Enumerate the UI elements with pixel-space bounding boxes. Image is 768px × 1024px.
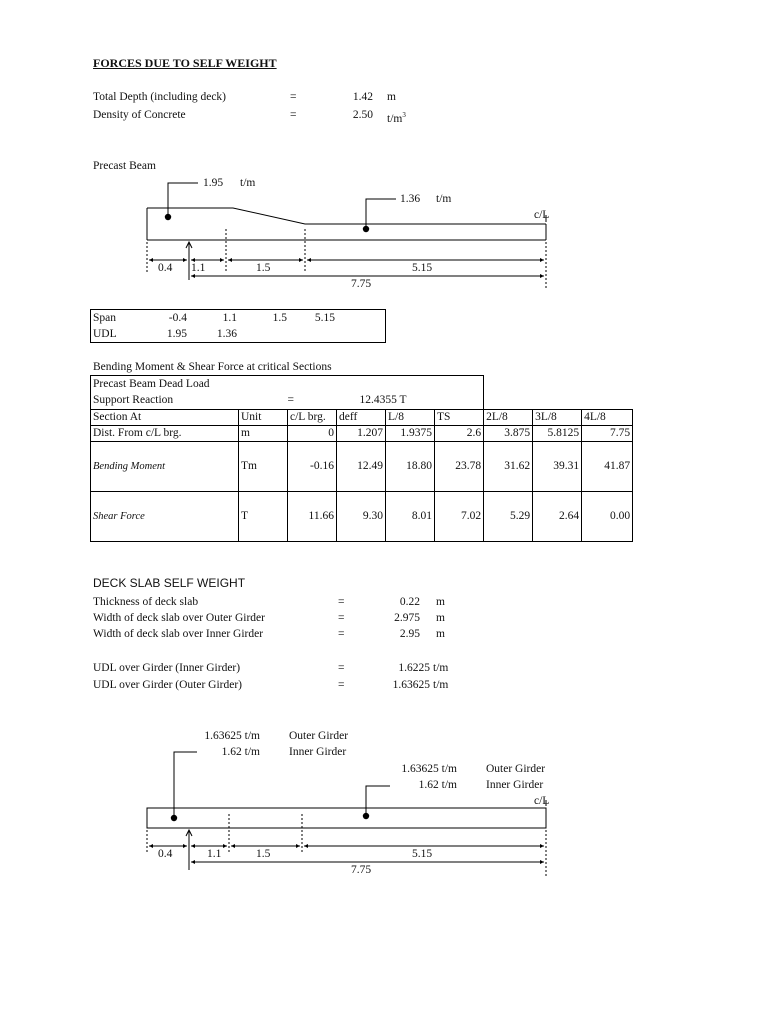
col-header: Unit <box>239 410 288 426</box>
param-unit: m <box>387 91 396 103</box>
col-header: Section At <box>91 410 239 426</box>
span-label: Span <box>93 312 116 324</box>
beam1-outline <box>147 208 546 224</box>
table-cell: 5.8125 <box>533 426 582 442</box>
table-cell: 9.30 <box>337 492 386 542</box>
param-eq: = <box>290 91 297 103</box>
beam2-total: 7.75 <box>351 864 372 876</box>
col-header: c/L brg. <box>288 410 337 426</box>
beam2-left-inner-label: Inner Girder <box>289 746 347 758</box>
table-cell: -0.16 <box>288 442 337 492</box>
table-cell: 39.31 <box>533 442 582 492</box>
table-cell: 1.207 <box>337 426 386 442</box>
deck-label: Thickness of deck slab <box>93 596 199 608</box>
table-cell: 41.87 <box>582 442 633 492</box>
param-eq: = <box>290 109 297 121</box>
param-value: 2.50 <box>352 109 373 121</box>
beam1-title: Precast Beam <box>93 160 156 172</box>
table-cell: 5.29 <box>484 492 533 542</box>
table-cell: 12.49 <box>337 442 386 492</box>
beam1-load-right-unit: t/m <box>436 193 452 205</box>
span-table <box>90 309 386 343</box>
beam1-drawing <box>147 183 546 290</box>
udl-row-unit: t/m <box>433 662 449 674</box>
deck-title: DECK SLAB SELF WEIGHT <box>93 576 246 590</box>
udl-label: UDL <box>93 328 117 340</box>
page-title: FORCES DUE TO SELF WEIGHT <box>93 56 277 70</box>
span-cell: 1.1 <box>222 312 237 324</box>
udl-row-eq: = <box>338 662 345 674</box>
unit-cell: m <box>239 426 288 442</box>
udl-row-label: UDL over Girder (Inner Girder) <box>93 662 241 674</box>
unit-cell: Tm <box>239 442 288 492</box>
udl-row-value: 1.6225 <box>398 662 430 674</box>
col-header: 3L/8 <box>533 410 582 426</box>
beam2-dim: 0.4 <box>158 848 173 860</box>
beam2-right-outer-load: 1.63625 t/m <box>401 763 457 775</box>
beam1-dim: 1.1 <box>191 262 206 274</box>
table-cell: 23.78 <box>435 442 484 492</box>
beam1-load-left-leader <box>168 183 198 215</box>
table-row <box>91 426 633 442</box>
beam1-dim: 0.4 <box>158 262 173 274</box>
col-header: TS <box>435 410 484 426</box>
deck-eq: = <box>338 612 345 624</box>
table-cell: 0 <box>288 426 337 442</box>
unit-cell: T <box>239 492 288 542</box>
table-cell: 1.9375 <box>386 426 435 442</box>
table-cell: 0.00 <box>582 492 633 542</box>
table-cell: 18.80 <box>386 442 435 492</box>
beam1-dim: 5.15 <box>412 262 433 274</box>
col-header: 4L/8 <box>582 410 633 426</box>
param-unit: $t/m^3$ <box>387 111 406 125</box>
udl-cell: 1.36 <box>216 328 237 340</box>
beam1-dim-lines <box>149 260 544 276</box>
param-label: Density of Concrete <box>93 109 186 121</box>
beam2-load-left-leader <box>174 752 197 815</box>
bm-table <box>90 375 633 542</box>
udl-cell: 1.95 <box>166 328 187 340</box>
beam2-dim: 1.1 <box>207 848 222 860</box>
param-label: Total Depth (including deck) <box>93 91 227 103</box>
bm-header: Precast Beam Dead Load <box>91 376 484 393</box>
table-row <box>91 442 633 492</box>
beam2-dim: 1.5 <box>256 848 271 860</box>
beam2-cl-label: c/L <box>534 795 550 807</box>
beam1-load-left-unit: t/m <box>240 177 256 189</box>
span-cell: 5.15 <box>314 312 335 324</box>
udl-row-eq: = <box>338 679 345 691</box>
col-header: L/8 <box>386 410 435 426</box>
row-label: Shear Force <box>91 492 239 542</box>
table-row <box>91 410 633 426</box>
udl-row-label: UDL over Girder (Outer Girder) <box>93 679 243 691</box>
beam2-dim: 5.15 <box>412 848 433 860</box>
deck-value: 2.975 <box>394 612 420 624</box>
deck-eq: = <box>338 628 345 640</box>
beam1-load-left: 1.95 <box>203 177 224 189</box>
table-cell: 11.66 <box>288 492 337 542</box>
deck-value: 0.22 <box>399 596 420 608</box>
table-cell: 7.75 <box>582 426 633 442</box>
row-label: Dist. From c/L brg. <box>91 426 239 442</box>
deck-label: Width of deck slab over Inner Girder <box>93 628 264 640</box>
deck-unit: m <box>436 612 445 624</box>
beam1-dim: 1.5 <box>256 262 271 274</box>
table-cell: 7.02 <box>435 492 484 542</box>
beam2-right-inner-load: 1.62 t/m <box>418 779 457 791</box>
beam2-right-outer-label: Outer Girder <box>486 763 546 775</box>
table-cell: 2.64 <box>533 492 582 542</box>
span-cell: -0.4 <box>168 312 187 324</box>
table-cell: 8.01 <box>386 492 435 542</box>
span-cell: 1.5 <box>272 312 287 324</box>
row-label: Bending Moment <box>91 442 239 492</box>
deck-value: 2.95 <box>399 628 420 640</box>
deck-label: Width of deck slab over Outer Girder <box>93 612 265 624</box>
beam2-left-outer-label: Outer Girder <box>289 730 349 742</box>
udl-row-unit: t/m <box>433 679 449 691</box>
deck-unit: m <box>436 596 445 608</box>
table-cell: 3.875 <box>484 426 533 442</box>
beam1-total: 7.75 <box>351 278 372 290</box>
beam2-left-inner-load: 1.62 t/m <box>221 746 260 758</box>
col-header: deff <box>337 410 386 426</box>
beam2-outline <box>147 808 546 828</box>
param-value: 1.42 <box>352 91 373 103</box>
beam2-left-outer-load: 1.63625 t/m <box>204 730 260 742</box>
table-cell: 2.6 <box>435 426 484 442</box>
table-cell: 31.62 <box>484 442 533 492</box>
deck-unit: m <box>436 628 445 640</box>
table-row <box>91 492 633 542</box>
beam2-right-inner-label: Inner Girder <box>486 779 544 791</box>
col-header: 2L/8 <box>484 410 533 426</box>
support-label: Support Reaction <box>91 393 288 410</box>
beam1-cl-label: c/L <box>534 209 550 221</box>
udl-row-value: 1.63625 <box>392 679 430 691</box>
beam1-load-right: 1.36 <box>400 193 421 205</box>
deck-eq: = <box>338 596 345 608</box>
bm-title: Bending Moment & Shear Force at critical Sections <box>93 361 332 373</box>
support-reaction: = 12.4355 T <box>288 393 484 410</box>
